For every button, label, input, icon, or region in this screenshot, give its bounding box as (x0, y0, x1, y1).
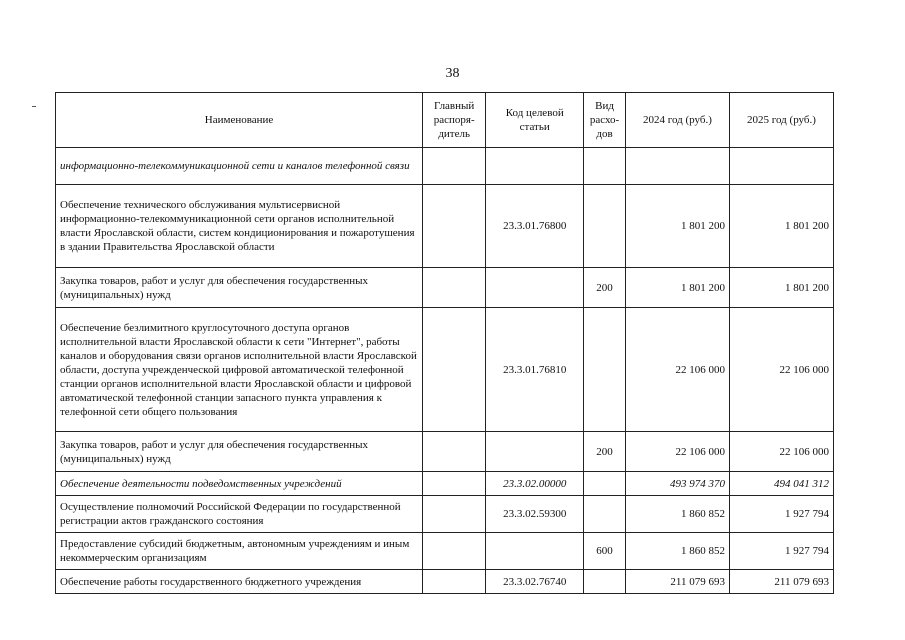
table-row (56, 308, 834, 432)
row-code-cell: 23.3.02.76740 (486, 570, 584, 594)
table-row (56, 496, 834, 533)
header-2025: 2025 год (руб.) (729, 93, 833, 148)
table-row (56, 432, 834, 472)
row-name-cell: Обеспечение безлимитного круглосуточного доступа органов исполнительной власти Ярославской области к сети "Интернет", работы каналов и оборудования связи органов исполнительной власти Ярославской области, доступа учрежденческой цифровой автоматической телефонной станции органов исполнительной власти Ярославской области и цифровой автоматической телефонной станции запасного пункта управления к телефонной сети общего пользования (56, 308, 423, 432)
row-code-cell (486, 268, 584, 308)
row-vid-cell (584, 148, 626, 185)
row-2024-cell (625, 148, 729, 185)
row-vid-cell (584, 472, 626, 496)
table-row (56, 472, 834, 496)
margin-mark (32, 106, 36, 107)
row-glavny-cell (423, 185, 486, 268)
row-name-cell: Обеспечение технического обслуживания мультисервисной информационно-телекоммуникационной сети органов исполнительной власти Ярославской области, систем кондиционирования и пожаротушения в здании Правительства Ярославской области (56, 185, 423, 268)
row-2024-cell: 493 974 370 (625, 472, 729, 496)
row-2025-cell: 1 927 794 (729, 496, 833, 533)
table-body (56, 148, 834, 594)
row-code-cell (486, 148, 584, 185)
row-name-cell: информационно-телекоммуникационной сети и каналов телефонной связи (56, 148, 423, 185)
table-row (56, 570, 834, 594)
table-row (56, 185, 834, 268)
row-2024-cell: 1 801 200 (625, 185, 729, 268)
row-glavny-cell (423, 533, 486, 570)
row-code-cell (486, 533, 584, 570)
row-glavny-cell (423, 496, 486, 533)
row-vid-cell (584, 496, 626, 533)
row-2025-cell: 1 801 200 (729, 268, 833, 308)
table-row (56, 533, 834, 570)
row-2025-cell: 494 041 312 (729, 472, 833, 496)
row-2024-cell: 1 860 852 (625, 496, 729, 533)
row-2025-cell (729, 148, 833, 185)
row-glavny-cell (423, 308, 486, 432)
row-2025-cell: 1 927 794 (729, 533, 833, 570)
table-row (56, 268, 834, 308)
row-glavny-cell (423, 148, 486, 185)
header-vid: Вид расхо-дов (584, 93, 626, 148)
row-2025-cell: 1 801 200 (729, 185, 833, 268)
row-2024-cell: 22 106 000 (625, 432, 729, 472)
row-2024-cell: 1 860 852 (625, 533, 729, 570)
header-name: Наименование (56, 93, 423, 148)
row-code-cell: 23.3.01.76800 (486, 185, 584, 268)
header-row (56, 93, 834, 148)
row-code-cell: 23.3.02.59300 (486, 496, 584, 533)
row-name-cell: Закупка товаров, работ и услуг для обеспечения государственных (муниципальных) нужд (56, 432, 423, 472)
row-name-cell: Обеспечение деятельности подведомственных учреждений (56, 472, 423, 496)
row-glavny-cell (423, 472, 486, 496)
row-name-cell: Предоставление субсидий бюджетным, автономным учреждениям и иным некоммерческим организациям (56, 533, 423, 570)
row-vid-cell: 200 (584, 268, 626, 308)
row-vid-cell (584, 570, 626, 594)
row-2025-cell: 22 106 000 (729, 432, 833, 472)
row-2025-cell: 22 106 000 (729, 308, 833, 432)
row-name-cell: Осуществление полномочий Российской Федерации по государственной регистрации актов гражданского состояния (56, 496, 423, 533)
row-glavny-cell (423, 268, 486, 308)
row-glavny-cell (423, 432, 486, 472)
row-2025-cell: 211 079 693 (729, 570, 833, 594)
row-name-cell: Закупка товаров, работ и услуг для обеспечения государственных (муниципальных) нужд (56, 268, 423, 308)
row-code-cell: 23.3.02.00000 (486, 472, 584, 496)
row-vid-cell (584, 308, 626, 432)
row-vid-cell (584, 185, 626, 268)
header-2024: 2024 год (руб.) (625, 93, 729, 148)
row-2024-cell: 1 801 200 (625, 268, 729, 308)
table-row (56, 148, 834, 185)
row-vid-cell: 200 (584, 432, 626, 472)
row-code-cell (486, 432, 584, 472)
header-code: Код целевой статьи (486, 93, 584, 148)
row-vid-cell: 600 (584, 533, 626, 570)
row-2024-cell: 211 079 693 (625, 570, 729, 594)
budget-table (55, 92, 834, 594)
row-glavny-cell (423, 570, 486, 594)
row-code-cell: 23.3.01.76810 (486, 308, 584, 432)
page-number: 38 (445, 66, 460, 81)
row-name-cell: Обеспечение работы государственного бюджетного учреждения (56, 570, 423, 594)
row-2024-cell: 22 106 000 (625, 308, 729, 432)
header-glavny: Главный распоря-дитель (423, 93, 486, 148)
